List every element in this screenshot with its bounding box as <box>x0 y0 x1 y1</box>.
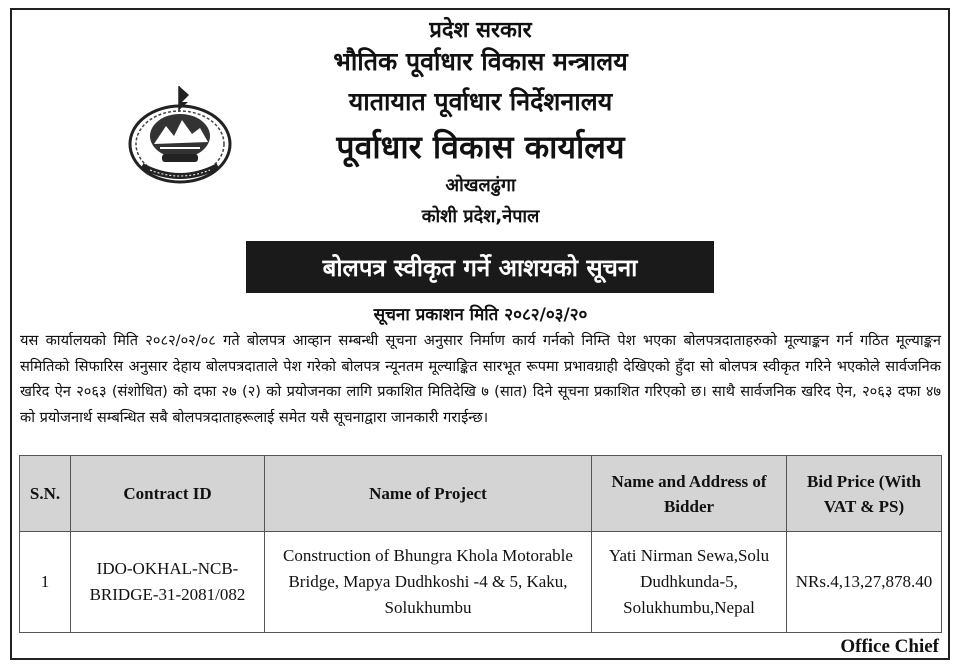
cell-project: Construction of Bhungra Khola Motorable Bridge, Mapya Dudhkoshi -4 & 5, Kaku, Solukhumbu <box>265 532 592 633</box>
header-ministry: भौतिक पूर्वाधार विकास मन्त्रालय <box>333 47 628 76</box>
table-header-row <box>20 456 942 532</box>
cell-sn: 1 <box>20 532 71 633</box>
header-province: कोशी प्रदेश,नेपाल <box>421 206 540 227</box>
header-bidder: Name and Address of Bidder <box>592 456 787 532</box>
header-contract-id: Contract ID <box>71 456 265 532</box>
cell-bidder: Yati Nirman Sewa,Solu Dudhkunda-5, Solukhumbu,Nepal <box>592 532 787 633</box>
publication-date: सूचना प्रकाशन मिति २०८२/०३/२० <box>373 305 588 325</box>
notice-body: यस कार्यालयको मिति २०८२/०२/०८ गते बोलपत्र आव्हान सम्बन्धी सूचना अनुसार निर्माण कार्य गर्नको निम्ति पेश भएका बोलपत्रदाताहरुको मूल्याङ्कन गर्न गठित मूल्याङ्कन समितिको सिफारिस अनुसार देहाय बोलपत्रदाताले पेश गरेको बोलपत्र न्यूनतम मूल्याङ्कित सारभूत रूपमा प्रभावग्राही देखिएको हुँदा सो बोलपत्र स्वीकृत गरिने भएकोले सार्वजनिक खरिद ऐन २०६३ (संशोधित) को दफा २७ (२) को प्रयोजनका लागि प्रकाशित मितिदेखि ७ (सात) दिने सूचना प्रकाशित गरिएको छ। साथै सार्वजनिक खरिद ऐन, २०६३ दफा ४७ को प्रयोजनार्थ सम्बन्धित सबै बोलपत्रदाताहरूलाई समेत यसै सूचनाद्वारा जानकारी गराईन्छ। <box>20 332 941 426</box>
notice-title-banner: बोलपत्र स्वीकृत गर्ने आशयको सूचना <box>246 241 714 293</box>
header-project: Name of Project <box>265 456 592 532</box>
header-sn: S.N. <box>20 456 71 532</box>
bid-table <box>19 455 942 633</box>
signoff-office-chief: Office Chief <box>840 636 939 657</box>
cell-bid-price: NRs.4,13,27,878.40 <box>787 532 942 633</box>
header-directorate: यातायात पूर्वाधार निर्देशनालय <box>348 87 613 116</box>
header-office-name: पूर्वाधार विकास कार्यालय <box>336 128 625 166</box>
table-row <box>20 532 942 633</box>
header-district: ओखलढुंगा <box>445 175 516 196</box>
cell-contract-id: IDO-OKHAL-NCB-BRIDGE-31-2081/082 <box>71 532 265 633</box>
header-province-government: प्रदेश सरकार <box>429 18 532 43</box>
header-bid-price: Bid Price (With VAT & PS) <box>787 456 942 532</box>
